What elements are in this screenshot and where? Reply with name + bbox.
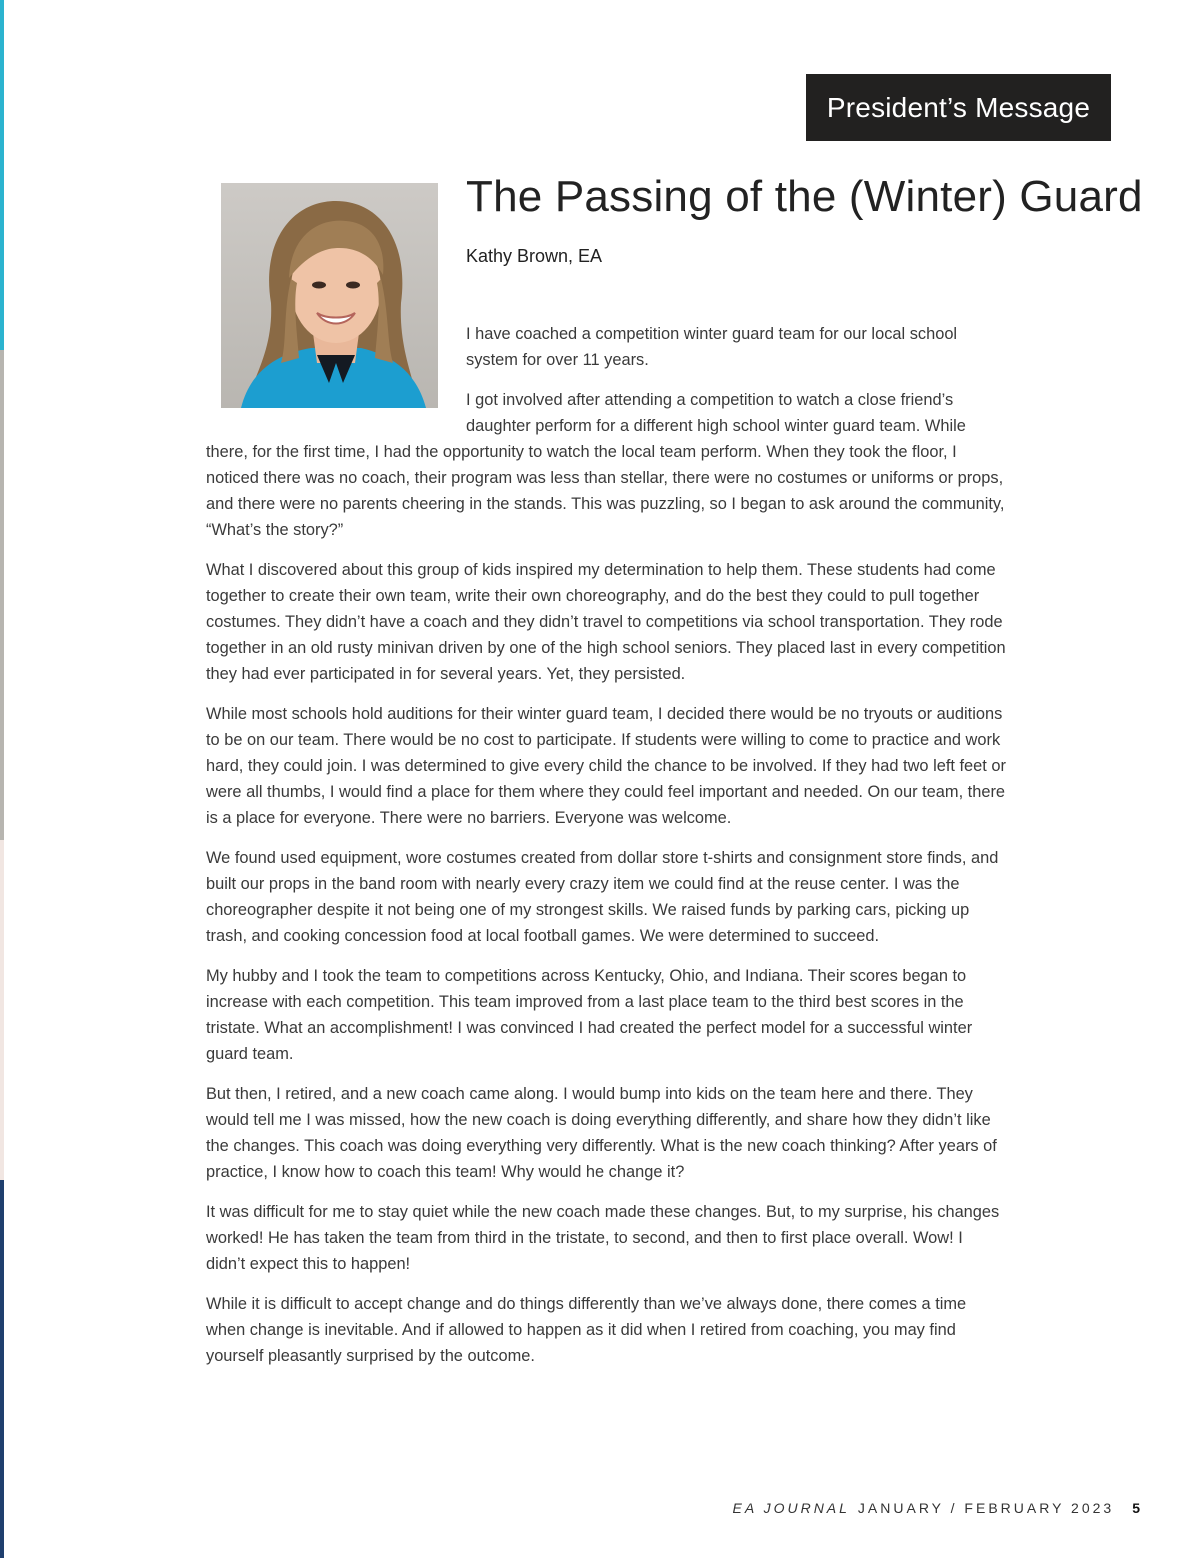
page-footer bbox=[733, 1500, 1140, 1516]
article-body bbox=[206, 321, 1006, 1383]
edge-strip-cyan bbox=[0, 0, 4, 350]
article-paragraph: It was difficult for me to stay quiet while the new coach made these changes. But, to my surprise, his changes worked! He has taken the team from third in the tristate, to second, and then to first place overall. Wow! I didn’t expect this to happen! bbox=[206, 1203, 1000, 1273]
issue-date: JANUARY / FEBRUARY 2023 bbox=[857, 1500, 1115, 1516]
article-paragraph: My hubby and I took the team to competitions across Kentucky, Ohio, and Indiana. Their scores began to increase with each competition. This team improved from a last place team to the third best scores in the tristate. What an accomplishment! I was convinced I had created the perfect model for a successful winter guard team. bbox=[206, 967, 973, 1063]
article-title: The Passing of the (Winter) Guard bbox=[466, 172, 1143, 221]
edge-strip-gray bbox=[0, 350, 4, 840]
edge-strip-pink bbox=[0, 840, 4, 1180]
page-number: 5 bbox=[1132, 1500, 1140, 1516]
article-paragraph: While it is difficult to accept change and do things differently than we’ve always done, there comes a time when change is inevitable. And if allowed to happen as it did when I retired from coaching, you may find yourself pleasantly surprised by the outcome. bbox=[206, 1295, 967, 1365]
article-paragraph: I have coached a competition winter guard team for our local school system for over 11 years. bbox=[466, 325, 958, 369]
article-paragraph: I got involved after attending a competition to watch a close friend’s daughter perform for a different high school winter guard team. While there, for the first time, I had the opportunity to watch the local team perform. When they took the floor, I noticed there was no coach, their program was less than stellar, there were no costumes or uniforms or props, and there were no parents cheering in the stands. This was puzzling, so I began to ask around the community, “What’s the story?” bbox=[206, 391, 1005, 539]
article-paragraph: While most schools hold auditions for their winter guard team, I decided there would be no tryouts or auditions to be on our team. There would be no cost to participate. If students were willing to come to practice and work hard, they could join. I was determined to give every child the chance to be involved. If they had two left feet or were all thumbs, I would find a place for them where they could feel important and needed. On our team, there is a place for everyone. There were no barriers. Everyone was welcome. bbox=[206, 705, 1006, 827]
section-label: President’s Message bbox=[826, 91, 1091, 123]
article-paragraph: What I discovered about this group of kids inspired my determination to help them. These students had come together to create their own team, write their own choreography, and do the best they could to pull together costumes. They didn’t have a coach and they didn’t travel to competitions via school transportation. They rode together in an old rusty minivan driven by one of the high school seniors. They placed last in every competition they had ever participated in for several years. Yet, they persisted. bbox=[206, 561, 1006, 683]
edge-strip-navy bbox=[0, 1180, 4, 1558]
article-paragraph: But then, I retired, and a new coach came along. I would bump into kids on the team here and there. They would tell me I was missed, how the new coach is doing everything differently, and share how they didn’t like the changes. This coach was doing everything very differently. What is the new coach thinking? After years of practice, I know how to coach this team! Why would he change it? bbox=[206, 1085, 997, 1181]
section-banner bbox=[806, 74, 1111, 141]
photo-wrap-spacer bbox=[206, 321, 466, 433]
publication-name: EA JOURNAL bbox=[732, 1500, 850, 1516]
article-paragraph: We found used equipment, wore costumes created from dollar store t-shirts and consignment store finds, and built our props in the band room with nearly every crazy item we could find at the reuse center. I was the choreographer despite it not being one of my strongest skills. We raised funds by parking cars, picking up trash, and cooking concession food at local football games. We were determined to succeed. bbox=[206, 849, 999, 945]
article-author: Kathy Brown, EA bbox=[466, 246, 603, 266]
